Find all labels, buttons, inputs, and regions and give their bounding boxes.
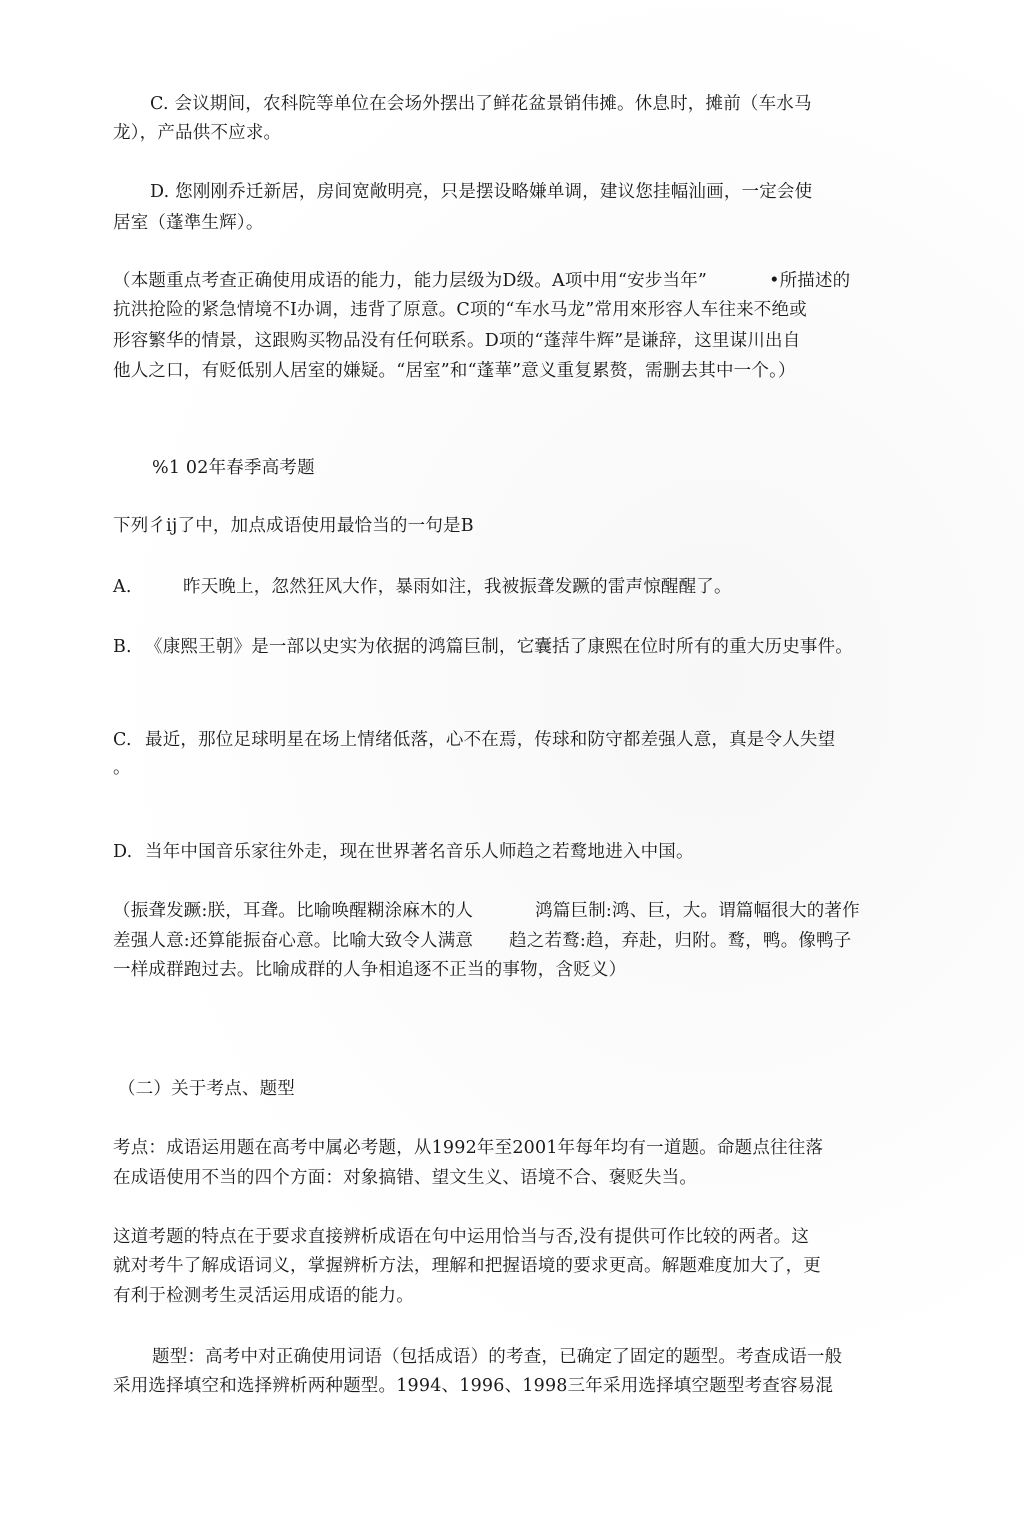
explanation-2-line-2-left: 差强人意:还算能振奋心意。比喻大致令人满意 — [113, 931, 474, 951]
option-c-line-2: 龙），产品供不应求。 — [113, 123, 282, 143]
paragraph-features-line-2: 就对考牛了解成语词义，掌握辨析方法，理解和把握语境的要求更高。解题难度加大了，更 — [113, 1256, 821, 1276]
option-c — [113, 728, 835, 752]
paragraph-features-line-3: 有利于检测考生灵活运用成语的能力。 — [113, 1286, 414, 1306]
explanation-1-line-1 — [113, 269, 850, 293]
explanation-2-line-2 — [113, 929, 852, 953]
explanation-2-line-1 — [113, 899, 860, 923]
explanation-1-line-2: 抗洪抢险的紧急情境不I办调，违背了原意。C项的“车水马龙”常用來形容人车往来不绝或 — [113, 300, 807, 320]
option-d — [113, 840, 694, 864]
explanation-1-line-3: 形容繁华的情景，这跟购买物品没有任何联系。D项的“蓬萍牛辉”是谦辞，这里谋川出自 — [113, 331, 801, 351]
option-c-line-1: C. 会议期间，农科院等单位在会场外摆出了鲜花盆景销伟摊。休息时，摊前（车水马 — [150, 94, 812, 114]
paragraph-question-types-line-2: 采用选择填空和选择辨析两种题型。1994、1996、1998三年采用选择填空题型考查容易混 — [113, 1376, 834, 1396]
option-c-letter: C. — [113, 730, 132, 750]
option-a-text: 昨天晚上，忽然狂风大作，暴雨如注，我被振聋发蹶的雷声惊醒醒了。 — [183, 577, 732, 597]
paragraph-exam-points-line-2: 在成语使用不当的四个方面：对象搞错、望文生义、语境不合、褒贬失当。 — [113, 1168, 698, 1188]
paragraph-exam-points-line-1: 考点：成语运用题在高考中属必考题，从1992年至2001年每年均有一道题。命题点往往落 — [113, 1138, 824, 1158]
option-b-letter: B. — [113, 637, 132, 657]
explanation-1-line-4: 他人之口，有贬低别人居室的嫌疑。“居室”和“蓬華”意义重复累赘，需删去其中一个。） — [113, 361, 796, 381]
paragraph-question-types-line-1: 题型：高考中对正确使用词语（包括成语）的考查，已确定了固定的题型。考查成语一般 — [152, 1347, 843, 1367]
option-b-text: 《康熙王朝》是一部以史实为依据的鸿篇巨制，它囊括了康熙在位时所有的重大历史事件。 — [145, 637, 853, 657]
paragraph-features-line-1: 这道考题的特点在于要求直接辨析成语在句中运用恰当与否,没有提供可作比较的两者。这 — [113, 1227, 810, 1247]
option-a-letter: A. — [113, 577, 132, 597]
explanation-2-line-2-right: 趋之若鹜:趋，弃赴，归附。鹜，鸭。像鸭子 — [509, 931, 852, 951]
option-c-continuation: 。 — [113, 758, 131, 778]
option-d-letter: D. — [113, 842, 133, 862]
option-d-line-1: D. 您刚刚乔迁新居，房间宽敞明亮，只是摆设略嫌单调，建议您挂幅汕画，一定会使 — [150, 182, 813, 202]
explanation-2-line-1-right: 鸿篇巨制:鸿、巨，大。谓篇幅很大的著作 — [535, 901, 860, 921]
question-stem: 下列彳ij了中，加点成语使用最恰当的一句是B — [113, 516, 474, 536]
explanation-2-line-1-left: （振聋发蹶:朕，耳聋。比喻唤醒糊涂麻木的人 — [113, 901, 474, 921]
option-a — [113, 575, 732, 599]
explanation-1-line-1-tail: •所描述的 — [769, 271, 851, 291]
explanation-1-line-1-main: （本题重点考查正确使用成语的能力，能力层级为D级。A项中用“安步当年” — [113, 271, 708, 291]
option-d-line-2: 居室（蓬準生辉）。 — [113, 213, 264, 233]
option-d-text: 当年中国音乐家往外走，现在世界著名音乐人师趋之若鹜地进入中国。 — [145, 842, 694, 862]
section-heading-2002: %1 02年春季高考题 — [152, 458, 315, 478]
section-heading-exam-points: （二）关于考点、题型 — [118, 1079, 295, 1099]
option-b — [113, 635, 853, 659]
explanation-2-line-3: 一样成群跑过去。比喻成群的人争相追逐不正当的事物，含贬义） — [113, 960, 627, 980]
option-c-text: 最近，那位足球明星在场上情绪低落，心不在焉，传球和防守都差强人意，真是令人失望 — [145, 730, 836, 750]
